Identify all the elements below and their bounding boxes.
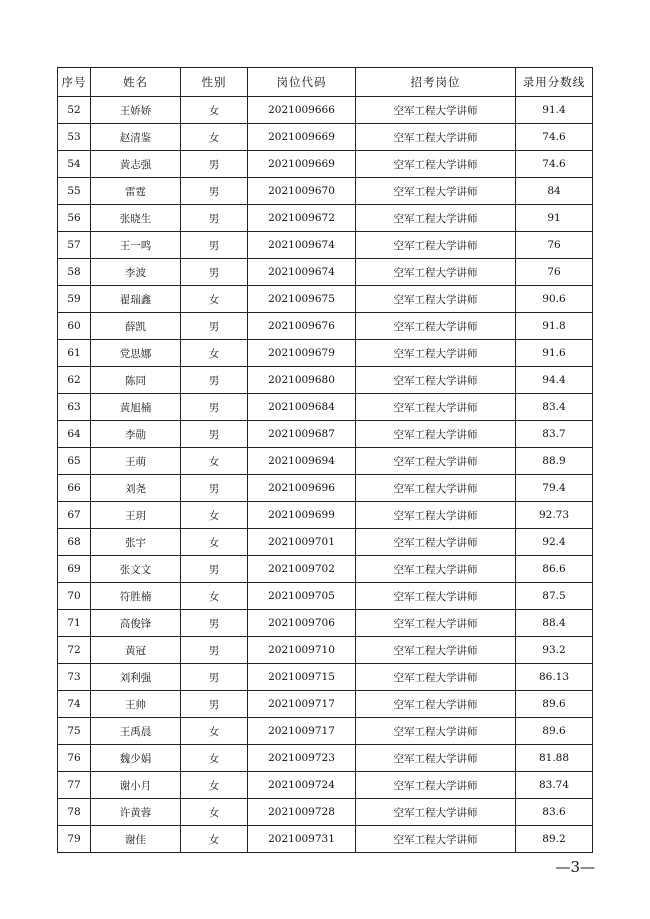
position-cell: 空军工程大学讲师 [356,664,516,691]
gender-cell: 女 [181,502,248,529]
score-cell: 88.4 [516,610,593,637]
position-cell: 空军工程大学讲师 [356,232,516,259]
position-cell: 空军工程大学讲师 [356,610,516,637]
index-cell: 79 [58,826,91,853]
gender-cell: 男 [181,151,248,178]
score-cell: 94.4 [516,367,593,394]
position-code-cell: 2021009702 [248,556,356,583]
position-code-cell: 2021009680 [248,367,356,394]
index-cell: 65 [58,448,91,475]
table-row [58,583,593,610]
table-row [58,556,593,583]
name-cell: 李波 [91,259,181,286]
index-cell: 56 [58,205,91,232]
score-cell: 91 [516,205,593,232]
gender-cell: 男 [181,610,248,637]
position-code-cell: 2021009672 [248,205,356,232]
name-cell: 陈同 [91,367,181,394]
index-cell: 54 [58,151,91,178]
score-cell: 83.6 [516,799,593,826]
header-name: 姓名 [91,68,181,97]
table-body [58,97,593,853]
name-cell: 薛凯 [91,313,181,340]
score-cell: 83.7 [516,421,593,448]
table-row [58,340,593,367]
gender-cell: 女 [181,799,248,826]
position-code-cell: 2021009701 [248,529,356,556]
score-cell: 89.2 [516,826,593,853]
name-cell: 符胜楠 [91,583,181,610]
header-position-code: 岗位代码 [248,68,356,97]
gender-cell: 女 [181,124,248,151]
name-cell: 张宇 [91,529,181,556]
position-cell: 空军工程大学讲师 [356,529,516,556]
score-cell: 76 [516,259,593,286]
gender-cell: 男 [181,691,248,718]
index-cell: 78 [58,799,91,826]
index-cell: 68 [58,529,91,556]
position-code-cell: 2021009675 [248,286,356,313]
index-cell: 52 [58,97,91,124]
position-code-cell: 2021009705 [248,583,356,610]
position-cell: 空军工程大学讲师 [356,637,516,664]
name-cell: 谢小月 [91,772,181,799]
position-cell: 空军工程大学讲师 [356,340,516,367]
gender-cell: 男 [181,259,248,286]
position-code-cell: 2021009684 [248,394,356,421]
position-code-cell: 2021009717 [248,718,356,745]
position-code-cell: 2021009699 [248,502,356,529]
position-cell: 空军工程大学讲师 [356,151,516,178]
name-cell: 雷霆 [91,178,181,205]
position-cell: 空军工程大学讲师 [356,826,516,853]
position-code-cell: 2021009694 [248,448,356,475]
gender-cell: 女 [181,286,248,313]
score-cell: 86.6 [516,556,593,583]
score-cell: 81.88 [516,745,593,772]
position-cell: 空军工程大学讲师 [356,394,516,421]
score-cell: 87.5 [516,583,593,610]
index-cell: 72 [58,637,91,664]
name-cell: 许黄蓉 [91,799,181,826]
index-cell: 69 [58,556,91,583]
position-code-cell: 2021009669 [248,124,356,151]
index-cell: 67 [58,502,91,529]
table-row [58,205,593,232]
index-cell: 64 [58,421,91,448]
table-row [58,286,593,313]
gender-cell: 男 [181,637,248,664]
index-cell: 70 [58,583,91,610]
table-row [58,124,593,151]
table-row [58,529,593,556]
name-cell: 党思娜 [91,340,181,367]
table-row [58,178,593,205]
index-cell: 62 [58,367,91,394]
index-cell: 57 [58,232,91,259]
name-cell: 王萌 [91,448,181,475]
table-row [58,313,593,340]
header-gender: 性别 [181,68,248,97]
gender-cell: 女 [181,745,248,772]
position-code-cell: 2021009696 [248,475,356,502]
gender-cell: 男 [181,664,248,691]
score-cell: 91.8 [516,313,593,340]
score-cell: 93.2 [516,637,593,664]
gender-cell: 女 [181,772,248,799]
score-cell: 83.74 [516,772,593,799]
score-cell: 79.4 [516,475,593,502]
position-cell: 空军工程大学讲师 [356,178,516,205]
name-cell: 王帅 [91,691,181,718]
name-cell: 黄志强 [91,151,181,178]
gender-cell: 男 [181,367,248,394]
table-row [58,97,593,124]
position-cell: 空军工程大学讲师 [356,124,516,151]
position-cell: 空军工程大学讲师 [356,313,516,340]
page-number: —3— [555,858,595,876]
name-cell: 张晓生 [91,205,181,232]
name-cell: 刘利强 [91,664,181,691]
table-row [58,502,593,529]
gender-cell: 女 [181,826,248,853]
gender-cell: 女 [181,718,248,745]
table-row [58,259,593,286]
position-cell: 空军工程大学讲师 [356,718,516,745]
table-row [58,610,593,637]
table-row [58,475,593,502]
position-code-cell: 2021009731 [248,826,356,853]
admission-score-table [57,67,593,853]
index-cell: 77 [58,772,91,799]
name-cell: 王禹晨 [91,718,181,745]
gender-cell: 男 [181,178,248,205]
table-row [58,691,593,718]
position-cell: 空军工程大学讲师 [356,772,516,799]
position-code-cell: 2021009687 [248,421,356,448]
score-cell: 92.4 [516,529,593,556]
position-code-cell: 2021009728 [248,799,356,826]
index-cell: 63 [58,394,91,421]
name-cell: 王娇娇 [91,97,181,124]
score-cell: 90.6 [516,286,593,313]
index-cell: 58 [58,259,91,286]
gender-cell: 男 [181,475,248,502]
score-cell: 91.4 [516,97,593,124]
position-cell: 空军工程大学讲师 [356,421,516,448]
index-cell: 55 [58,178,91,205]
gender-cell: 男 [181,421,248,448]
table-row [58,367,593,394]
table-row [58,448,593,475]
index-cell: 53 [58,124,91,151]
position-cell: 空军工程大学讲师 [356,583,516,610]
position-code-cell: 2021009674 [248,232,356,259]
position-cell: 空军工程大学讲师 [356,286,516,313]
gender-cell: 女 [181,340,248,367]
position-code-cell: 2021009717 [248,691,356,718]
score-cell: 89.6 [516,691,593,718]
table-row [58,772,593,799]
position-code-cell: 2021009723 [248,745,356,772]
table-row [58,637,593,664]
position-cell: 空军工程大学讲师 [356,205,516,232]
position-cell: 空军工程大学讲师 [356,97,516,124]
score-cell: 88.9 [516,448,593,475]
gender-cell: 女 [181,583,248,610]
position-code-cell: 2021009679 [248,340,356,367]
name-cell: 黄冠 [91,637,181,664]
table-row [58,151,593,178]
name-cell: 高俊锋 [91,610,181,637]
position-cell: 空军工程大学讲师 [356,448,516,475]
position-cell: 空军工程大学讲师 [356,502,516,529]
name-cell: 赵清鉴 [91,124,181,151]
header-position: 招考岗位 [356,68,516,97]
position-cell: 空军工程大学讲师 [356,556,516,583]
name-cell: 李勋 [91,421,181,448]
position-code-cell: 2021009669 [248,151,356,178]
score-cell: 89.6 [516,718,593,745]
score-cell: 86.13 [516,664,593,691]
position-code-cell: 2021009670 [248,178,356,205]
index-cell: 75 [58,718,91,745]
name-cell: 张文文 [91,556,181,583]
name-cell: 黄旭楠 [91,394,181,421]
score-cell: 74.6 [516,124,593,151]
gender-cell: 男 [181,313,248,340]
table-row [58,421,593,448]
name-cell: 王玥 [91,502,181,529]
gender-cell: 男 [181,394,248,421]
gender-cell: 男 [181,205,248,232]
table-header-row [58,68,593,97]
table-row [58,394,593,421]
header-score: 录用分数线 [516,68,593,97]
gender-cell: 女 [181,529,248,556]
index-cell: 71 [58,610,91,637]
gender-cell: 男 [181,556,248,583]
table-row [58,664,593,691]
table-row [58,745,593,772]
table-row [58,232,593,259]
score-cell: 76 [516,232,593,259]
index-cell: 61 [58,340,91,367]
table-row [58,718,593,745]
position-code-cell: 2021009676 [248,313,356,340]
gender-cell: 女 [181,448,248,475]
position-cell: 空军工程大学讲师 [356,691,516,718]
position-code-cell: 2021009724 [248,772,356,799]
table-row [58,826,593,853]
index-cell: 73 [58,664,91,691]
score-cell: 74.6 [516,151,593,178]
score-cell: 91.6 [516,340,593,367]
index-cell: 59 [58,286,91,313]
position-code-cell: 2021009706 [248,610,356,637]
position-cell: 空军工程大学讲师 [356,799,516,826]
name-cell: 魏少娟 [91,745,181,772]
name-cell: 翟瑞鑫 [91,286,181,313]
score-cell: 92.73 [516,502,593,529]
index-cell: 66 [58,475,91,502]
name-cell: 王一鸣 [91,232,181,259]
header-index: 序号 [58,68,91,97]
position-code-cell: 2021009666 [248,97,356,124]
position-cell: 空军工程大学讲师 [356,259,516,286]
score-cell: 83.4 [516,394,593,421]
position-cell: 空军工程大学讲师 [356,745,516,772]
index-cell: 76 [58,745,91,772]
index-cell: 74 [58,691,91,718]
name-cell: 谢佳 [91,826,181,853]
gender-cell: 女 [181,97,248,124]
position-code-cell: 2021009715 [248,664,356,691]
index-cell: 60 [58,313,91,340]
position-cell: 空军工程大学讲师 [356,475,516,502]
name-cell: 刘尧 [91,475,181,502]
score-cell: 84 [516,178,593,205]
table-row [58,799,593,826]
position-cell: 空军工程大学讲师 [356,367,516,394]
position-code-cell: 2021009674 [248,259,356,286]
position-code-cell: 2021009710 [248,637,356,664]
gender-cell: 男 [181,232,248,259]
